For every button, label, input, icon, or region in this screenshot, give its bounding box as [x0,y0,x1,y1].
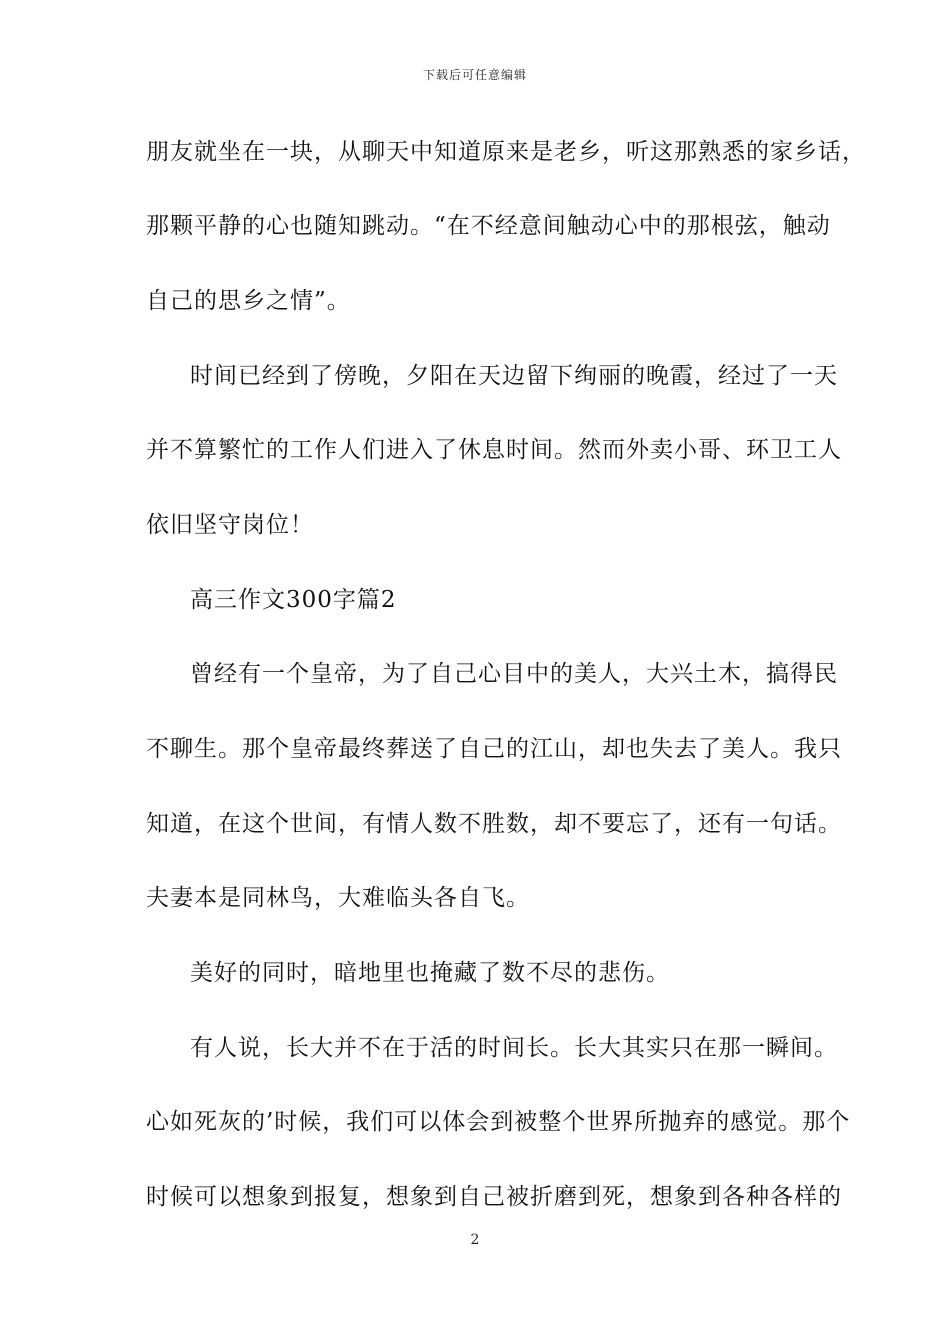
paragraph-start-line: 美好的同时，暗地里也掩藏了数不尽的悲伤。 [190,960,670,986]
text-line: 时候可以想象到报复，想象到自己被折磨到死，想象到各种各样的 [146,1184,842,1210]
paragraph-start-line: 有人说，长大并不在于活的时间长。长大其实只在那一瞬间。 [190,1035,838,1061]
text-line: 心如死灰的’时候，我们可以体会到被整个世界所抛弃的感觉。那个 [146,1109,851,1135]
text-line: 依旧坚守岗位！ [146,512,314,538]
text-line: 并不算繁忙的工作人们进入了休息时间。然而外卖小哥、环卫工人 [146,437,842,463]
paragraph-start-line: 时间已经到了傍晚，夕阳在天边留下绚丽的晚霞，经过了一天 [190,363,838,389]
page-number: 2 [470,1232,480,1248]
text-line: 不聊生。那个皇帝最终葬送了自己的江山，却也失去了美人。我只 [146,736,842,762]
section-heading: 高三作文300字篇2 [190,587,397,613]
text-line: 自己的思乡之情”。 [146,288,351,314]
paragraph-start-line: 曾经有一个皇帝，为了自己心目中的美人，大兴土木，搞得民 [190,661,838,687]
text-line: 朋友就坐在一块，从聊天中知道原来是老乡，听这那熟悉的家乡话， [146,139,866,165]
header-note: 下载后可任意编辑 [422,68,527,82]
text-line: 夫妻本是同林鸟，大难临头各自飞。 [146,885,530,911]
text-line: 知道，在这个世间，有情人数不胜数，却不要忘了，还有一句话。 [146,811,842,837]
text-line: 那颗平静的心也随知跳动。“在不经意间触动心中的那根弦，触动 [146,213,831,239]
